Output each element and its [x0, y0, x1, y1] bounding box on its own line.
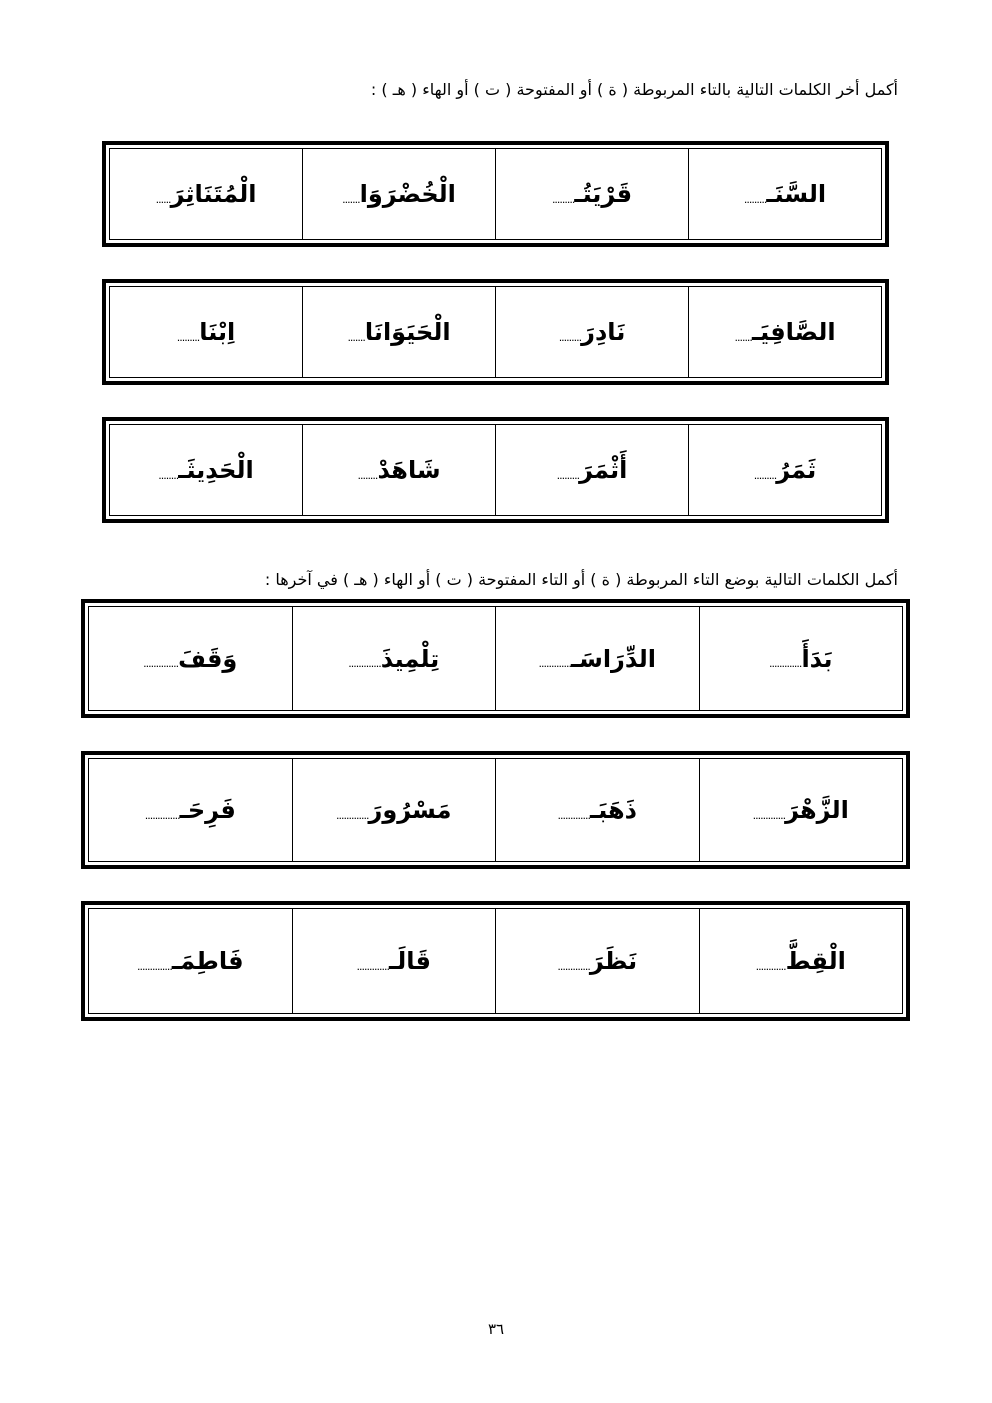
word-table-1-row-1: [102, 141, 889, 247]
blank-dots: .......: [342, 192, 360, 206]
word-cell: [495, 607, 699, 710]
blank-dots: .........: [551, 192, 575, 206]
instruction-part-2: أكمل الكلمات التالية بوضع التاء المربوطة ( ة ) أو التاء المفتوحة ( ت ) أو الهاء ( هـ ) في آخرها :: [264, 570, 898, 589]
blank-dots: .............: [348, 657, 381, 670]
blank-dots: ..............: [136, 959, 172, 973]
blank-dots: ............: [755, 959, 786, 973]
blank-dots: ........: [158, 468, 179, 482]
word-cell: [110, 425, 302, 515]
page-number: ٣٦: [487, 1320, 505, 1338]
blank-dots: .............: [557, 959, 590, 973]
blank-dots: ........: [357, 468, 378, 482]
word-cell: [110, 287, 302, 377]
word-stem: الْقِطَّ: [785, 947, 846, 975]
blank-dots: .........: [556, 468, 580, 482]
word-cell: [89, 909, 292, 1013]
word-table-2-row-2: [81, 751, 910, 869]
word-stem: ذَهَبَـ: [590, 796, 637, 824]
word-cell: [699, 759, 903, 861]
word-table-1-row-3: [102, 417, 889, 523]
word-stem: مَسْرُورَ: [368, 796, 452, 824]
word-stem: نَادِرَ: [581, 318, 626, 346]
word-stem: وَقَفَ: [178, 644, 238, 673]
instruction-part-1: أكمل أخر الكلمات التالية بالتاء المربوطة ( ة ) أو المفتوحة ( ت ) أو الهاء ( هـ ) :: [370, 80, 898, 99]
word-stem: الْحَيَوَانَا: [364, 318, 451, 346]
word-cell: [495, 759, 699, 861]
word-cell: [292, 909, 496, 1013]
blank-dots: .........: [176, 330, 200, 344]
word-stem: الدِّرَاسَـ: [571, 644, 656, 673]
blank-dots: ......: [155, 192, 171, 206]
word-cell: [292, 607, 496, 710]
word-stem: ثَمَرُ: [776, 456, 817, 484]
word-cell: [495, 425, 688, 515]
blank-dots: .............: [538, 657, 572, 670]
word-table-1-row-2: [102, 279, 889, 385]
word-stem: بَدَأَ: [801, 644, 833, 673]
word-cell: [495, 287, 688, 377]
word-cell: [302, 425, 495, 515]
blank-dots: .............: [336, 808, 369, 822]
blank-dots: .........: [558, 330, 582, 344]
blank-dots: .............: [356, 959, 390, 973]
word-stem: فَرِحَـ: [179, 796, 236, 824]
blank-dots: .......: [347, 330, 365, 344]
word-cell: [110, 149, 302, 239]
word-table-2-row-3: [81, 901, 910, 1021]
word-stem: قَالَـ: [389, 947, 431, 975]
word-stem: اِبْنَا: [199, 318, 236, 346]
word-stem: شَاهَدْ: [377, 456, 441, 484]
word-cell: [302, 287, 495, 377]
blank-dots: ..............: [143, 657, 179, 670]
word-stem: الْخُضْرَوَا: [359, 180, 456, 208]
blank-dots: .............: [768, 657, 802, 670]
word-stem: الْحَدِيثَـ: [178, 456, 254, 484]
word-cell: [688, 149, 881, 239]
word-stem: الزَّهْرَ: [785, 796, 849, 824]
blank-dots: .............: [752, 808, 786, 822]
word-cell: [495, 909, 699, 1013]
word-stem: أَثْمَرَ: [579, 456, 628, 484]
word-cell: [688, 425, 881, 515]
word-stem: تِلْمِيذَ: [380, 644, 440, 673]
word-table-2-row-1: [81, 599, 910, 718]
word-cell: [699, 607, 903, 710]
word-stem: السَّنَـ: [766, 180, 827, 208]
blank-dots: .............: [557, 808, 590, 822]
blank-dots: .........: [753, 468, 777, 482]
word-cell: [89, 607, 292, 710]
word-stem: نَظَرَ: [589, 947, 638, 975]
word-cell: [89, 759, 292, 861]
word-cell: [699, 909, 903, 1013]
word-cell: [688, 287, 881, 377]
word-stem: فَاطِمَـ: [171, 947, 244, 975]
word-stem: الْمُتَنَاثِرَ: [170, 180, 257, 208]
word-cell: [495, 149, 688, 239]
blank-dots: ..............: [144, 808, 180, 822]
word-cell: [302, 149, 495, 239]
word-stem: قَرْيَتُـ: [574, 180, 633, 208]
word-stem: الصَّافِيَـ: [751, 318, 836, 346]
blank-dots: .......: [734, 330, 752, 344]
blank-dots: .........: [743, 192, 767, 206]
word-cell: [292, 759, 496, 861]
